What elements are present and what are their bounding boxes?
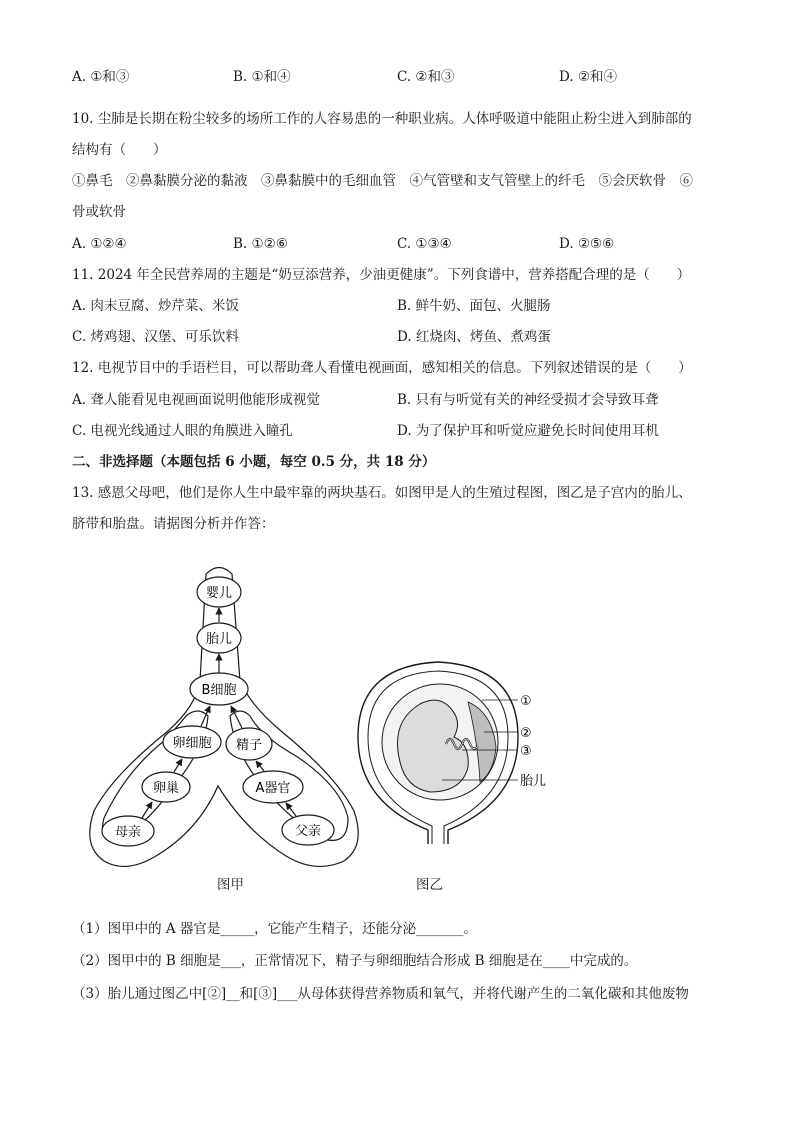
q10-option-b: B. ①②⑥ bbox=[233, 236, 288, 252]
figure-b-caption: 图乙 bbox=[416, 877, 443, 893]
q10-stem-line1: 10. 尘肺是长期在粉尘较多的场所工作的人容易患的一种职业病。人体呼吸道中能阻止粉尘进入到肺部的 bbox=[72, 111, 692, 127]
q11-option-a: A. 肉末豆腐、炒芹菜、米饭 bbox=[72, 298, 239, 314]
node-ovary: 卵巢 bbox=[152, 781, 180, 796]
q10-stem-line2: 结构有（ ） bbox=[72, 142, 167, 158]
q11-option-c: C. 烤鸡翅、汉堡、可乐饮料 bbox=[72, 329, 239, 345]
figure-b-diagram bbox=[350, 652, 560, 852]
q11-stem: 11. 2024 年全民营养周的主题是“奶豆添营养，少油更健康”。下列食谱中，营养搭配合理的是（ ） bbox=[72, 267, 691, 283]
node-father: 父亲 bbox=[294, 824, 322, 839]
figure-a-caption: 图甲 bbox=[217, 877, 244, 893]
q13-sub3: （3）胎儿通过图乙中[②]__和[③]___从母体获得营养物质和氧气，并将代谢产生的二氧化碳和其他废物 bbox=[72, 986, 689, 1002]
q12-option-c: C. 电视光线通过人眼的角膜进入瞳孔 bbox=[72, 423, 293, 439]
q9-option-a: A. ①和③ bbox=[72, 69, 130, 85]
node-sperm: 精子 bbox=[235, 738, 263, 753]
q10-option-a: A. ①②④ bbox=[72, 236, 127, 252]
q13-stem-line2: 脐带和胎盘。请据图分析并作答： bbox=[72, 516, 275, 532]
node-egg: 卵细胞 bbox=[172, 736, 212, 751]
q13-stem-line1: 13. 感恩父母吧，他们是你人生中最牢靠的两块基石。如图甲是人的生殖过程图，图乙是子宫内的胎儿、 bbox=[72, 485, 692, 501]
q9-option-b: B. ①和④ bbox=[233, 69, 291, 85]
q12-stem: 12. 电视节目中的手语栏目，可以帮助聋人看懂电视画面，感知相关的信息。下列叙述错误的是（ ） bbox=[72, 360, 692, 376]
node-infant: 婴儿 bbox=[205, 586, 233, 601]
q9-option-c: C. ②和③ bbox=[397, 69, 455, 85]
q10-items-line1: ①鼻毛 ②鼻黏膜分泌的黏液 ③鼻黏膜中的毛细血管 ④气管壁和支气管壁上的纤毛 ⑤会厌软骨 ⑥ bbox=[72, 173, 693, 189]
q10-option-c: C. ①③④ bbox=[397, 236, 452, 252]
label-3: ③ bbox=[520, 744, 532, 759]
node-organ-a: A器官 bbox=[255, 781, 291, 796]
q10-items-line2: 骨或软骨 bbox=[72, 204, 126, 220]
q9-option-d: D. ②和④ bbox=[559, 69, 618, 85]
node-mother: 母亲 bbox=[114, 825, 142, 840]
figure-a-diagram bbox=[86, 556, 376, 876]
label-1: ① bbox=[520, 694, 532, 709]
q11-option-d: D. 红烧肉、烤鱼、煮鸡蛋 bbox=[397, 329, 551, 345]
label-2: ② bbox=[520, 726, 532, 741]
label-fetus: 胎儿 bbox=[520, 774, 547, 789]
q13-sub1: （1）图甲中的 A 器官是_____，它能产生精子，还能分泌_______。 bbox=[72, 921, 477, 937]
node-fetus: 胎儿 bbox=[205, 632, 233, 647]
node-b-cell: B细胞 bbox=[201, 683, 237, 698]
q12-option-b: B. 只有与听觉有关的神经受损才会导致耳聋 bbox=[397, 392, 659, 408]
q11-option-b: B. 鲜牛奶、面包、火腿肠 bbox=[397, 298, 551, 314]
q12-option-a: A. 聋人能看见电视画面说明他能形成视觉 bbox=[72, 392, 320, 408]
section-title: 二、非选择题（本题包括 6 小题，每空 0.5 分，共 18 分） bbox=[72, 454, 436, 470]
q13-sub2: （2）图甲中的 B 细胞是___，正常情况下，精子与卵细胞结合形成 B 细胞是在____中完成的。 bbox=[72, 953, 638, 969]
q10-option-d: D. ②⑤⑥ bbox=[559, 236, 615, 252]
q12-option-d: D. 为了保护耳和听觉应避免长时间使用耳机 bbox=[397, 423, 659, 439]
